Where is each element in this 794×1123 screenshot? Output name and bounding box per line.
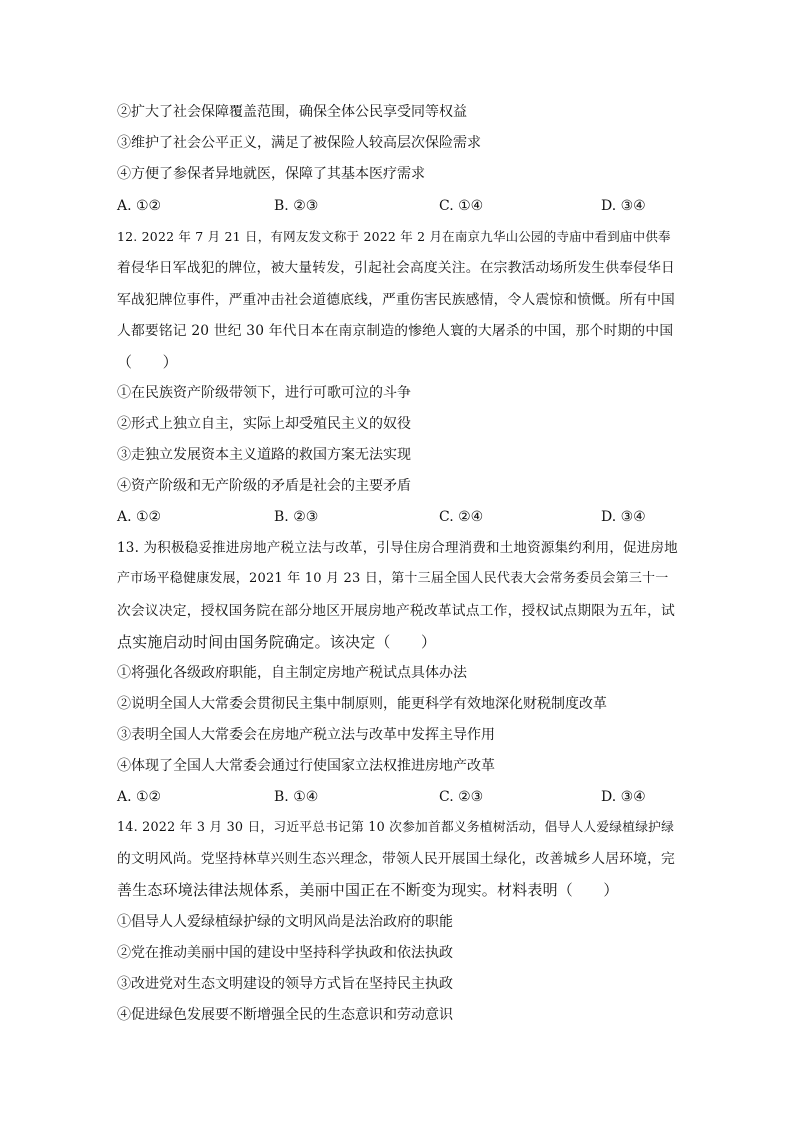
q13-choice-a[interactable]: A. ①② [117,789,162,805]
q13-option-4: ④体现了全国人大常委会通过行使国家立法权推进房地产改革 [117,758,495,774]
q11-option-4: ④方便了参保者异地就医，保障了其基本医疗需求 [117,166,425,182]
q14-stem-line-1: 14. 2022 年 3 月 30 日，习近平总书记第 10 次参加首都义务植树活动，倡导人人爱绿植绿护绿 [117,820,675,835]
q12-stem-line-1: 12. 2022 年 7 月 21 日，有网友发文称于 2022 年 2 月在南京九华山公园的寺庙中看到庙中供奉 [117,229,671,244]
q14-option-2: ②党在推动美丽中国的建设中坚持科学执政和依法执政 [117,945,453,961]
q12-option-1: ①在民族资产阶级带领下，进行可歌可泣的斗争 [117,385,411,401]
q11-choice-d[interactable]: D. ③④ [601,198,646,214]
q12-choice-d[interactable]: D. ③④ [601,509,646,525]
q11-choice-c[interactable]: C. ①④ [439,198,484,214]
q11-option-2: ②扩大了社会保障覆盖范围，确保全体公民享受同等权益 [117,104,467,120]
q13-stem-line-1: 13. 为积极稳妥推进房地产税立法与改革，引导住房合理消费和土地资源集约利用，促进房地 [117,540,678,556]
q13-stem-line-2: 产市场平稳健康发展，2021 年 10 月 23 日，第十三届全国人民代表大会常务委员会第三十一 [117,571,669,586]
q14-stem-line-3: 善生态环境法律法规体系，美丽中国正在不断变为现实。材料表明（ ） [117,881,619,899]
q13-option-3: ③表明全国人大常委会在房地产税立法与改革中发挥主导作用 [117,727,495,743]
q11-choice-a[interactable]: A. ①② [117,198,162,214]
q14-option-1: ①倡导人人爱绿植绿护绿的文明风尚是法治政府的职能 [117,914,453,930]
q12-stem-line-3: 军战犯牌位事件，严重冲击社会道德底线，严重伤害民族感情，令人震惊和愤慨。所有中国 [117,292,676,308]
q12-choice-a[interactable]: A. ①② [117,509,162,525]
q13-option-1: ①将强化各级政府职能，自主制定房地产税试点具体办法 [117,665,467,681]
q12-choice-b[interactable]: B. ②③ [274,509,319,525]
q12-option-4: ④资产阶级和无产阶级的矛盾是社会的主要矛盾 [117,478,411,494]
q13-option-2: ②说明全国人大常委会贯彻民主集中制原则，能更科学有效地深化财税制度改革 [117,696,607,712]
q12-option-2: ②形式上独立自主，实际上却受殖民主义的奴役 [117,416,411,432]
q12-option-3: ③走独立发展资本主义道路的救国方案无法实现 [117,447,411,463]
q12-choice-c[interactable]: C. ②④ [439,509,484,525]
q13-stem-line-3: 次会议决定，授权国务院在部分地区开展房地产税改革试点工作，授权试点期限为五年，试 [117,603,676,619]
q12-stem-line-2: 着侵华日军战犯的牌位，被大量转发，引起社会高度关注。在宗教活动场所发生供奉侵华日 [117,260,676,276]
q13-choice-d[interactable]: D. ③④ [601,789,646,805]
q12-stem-line-4: 人都要铭记 20 世纪 30 年代日本在南京制造的惨绝人寰的大屠杀的中国，那个时期的中国 [117,323,674,339]
q14-option-4: ④促进绿色发展要不断增强全民的生态意识和劳动意识 [117,1007,453,1023]
q13-choice-c[interactable]: C. ②③ [439,789,484,805]
q14-option-3: ③改进党对生态文明建设的领导方式旨在坚持民主执政 [117,976,453,992]
q12-choices [117,507,677,527]
q13-choice-b[interactable]: B. ①④ [274,789,319,805]
q14-stem-line-2: 的文明风尚。党坚持林草兴则生态兴理念，带领人民开展国土绿化，改善城乡人居环境，完 [117,851,676,867]
q11-choice-b[interactable]: B. ②③ [274,198,319,214]
q11-choices [117,196,677,216]
q13-stem-line-4: 点实施启动时间由国务院确定。该决定（ ） [117,633,437,651]
q12-answer-blank: （ ） [117,353,178,371]
q11-option-3: ③维护了社会公平正义，满足了被保险人较高层次保险需求 [117,135,481,151]
q13-choices [117,787,677,807]
